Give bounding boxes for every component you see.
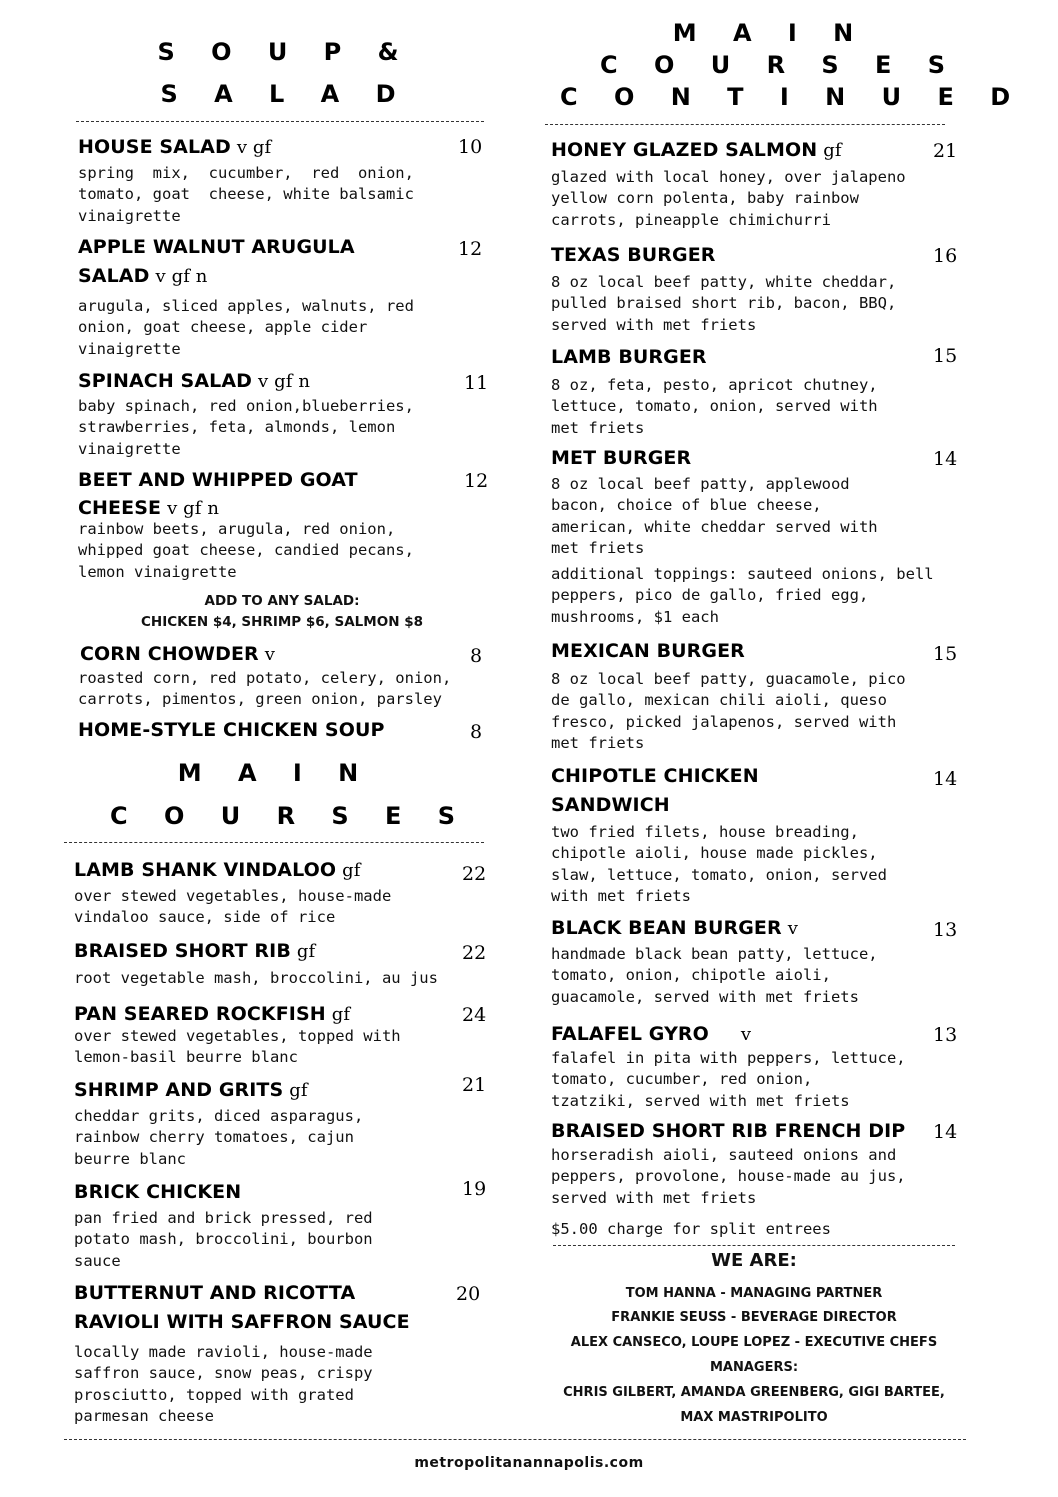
menu-item-description: pan fried and brick pressed, red potato mash, broccolini, bourbon sauce <box>74 1209 373 1270</box>
menu-item-price: 24 <box>462 1004 487 1026</box>
menu-item-name: BUTTERNUT AND RICOTTA <box>74 1282 356 1304</box>
divider <box>76 121 484 122</box>
menu-item-name: SHRIMP AND GRITS gf <box>74 1079 308 1101</box>
menu-item-name: HOUSE SALAD v gf <box>78 136 272 158</box>
diet-tags: gf <box>342 860 361 881</box>
menu-item-description: locally made ravioli, house-made saffron sauce, snow peas, crispy prosciutto, topped with grated parmesan cheese <box>74 1343 373 1425</box>
menu-item-description: horseradish aioli, sauteed onions and peppers, provolone, house-made au jus, served with met friets <box>551 1146 906 1207</box>
menu-item-name: CORN CHOWDER v <box>80 643 276 665</box>
menu-item-name: MEXICAN BURGER <box>551 640 745 662</box>
diet-tags: gf <box>823 140 842 161</box>
menu-item-name: BLACK BEAN BURGER v <box>551 917 798 939</box>
menu-item-description: roasted corn, red potato, celery, onion, carrots, pimentos, green onion, parsley <box>78 669 452 709</box>
diet-tags: gf <box>296 941 316 962</box>
menu-item-name: APPLE WALNUT ARUGULA <box>78 236 355 258</box>
diet-tags: v <box>787 918 798 939</box>
staff-line: MANAGERS: <box>709 1360 799 1375</box>
divider <box>64 842 484 843</box>
menu-item-name: BRICK CHICKEN <box>74 1181 242 1203</box>
menu-item-price: 10 <box>458 136 483 158</box>
menu-item-name-line2: CHEESE v gf n <box>78 497 220 519</box>
salad-addon-note: ADD TO ANY SALAD: CHICKEN $4, SHRIMP $6, SALMON $8 <box>141 593 423 630</box>
section-title-main-cont-line2: C O U R S E S <box>600 51 960 79</box>
section-title-soup-salad-line2: S A L A D <box>160 80 410 108</box>
menu-item-price: 8 <box>470 645 483 667</box>
menu-item-price: 13 <box>933 919 958 941</box>
section-title-main-cont-line1: M A I N <box>672 19 868 47</box>
menu-item-price: 12 <box>458 238 483 260</box>
menu-item-price: 22 <box>462 942 487 964</box>
menu-item-name: MET BURGER <box>551 447 692 469</box>
section-title-main-line2: C O U R S E S <box>110 802 470 830</box>
menu-item-description: two fried filets, house breading, chipotle aioli, house made pickles, slaw, lettuce, tomato, onion, served with met friets <box>551 823 887 905</box>
section-title-main-cont-line3: C O N T I N U E D <box>560 83 1025 111</box>
menu-item-price: 14 <box>933 1121 958 1143</box>
menu-item-price: 15 <box>933 345 958 367</box>
menu-item-price: 15 <box>933 643 958 665</box>
menu-item-name: SPINACH SALAD v gf n <box>78 370 311 392</box>
menu-item-description: spring mix, cucumber, red onion, tomato, goat cheese, white balsamic vinaigrette <box>78 164 414 225</box>
menu-item-price: 19 <box>462 1178 487 1200</box>
divider <box>553 1245 955 1246</box>
menu-item-description: cheddar grits, diced asparagus, rainbow cherry tomatoes, cajun beurre blanc <box>74 1107 364 1168</box>
menu-item-name: LAMB SHANK VINDALOO gf <box>74 859 361 881</box>
menu-item-description: 8 oz, feta, pesto, apricot chutney, lettuce, tomato, onion, served with met friets <box>551 376 878 437</box>
menu-item-name-line2: SALAD v gf n <box>78 265 208 287</box>
diet-tags: v gf n <box>258 371 311 392</box>
menu-item-name: FALAFEL GYRO v <box>551 1023 752 1045</box>
diet-tags: v gf n <box>167 498 220 519</box>
menu-item-description: arugula, sliced apples, walnuts, red onion, goat cheese, apple cider vinaigrette <box>78 297 414 358</box>
section-title-soup-salad-line1: S O U P & <box>157 38 413 66</box>
menu-item-price: 20 <box>456 1283 481 1305</box>
menu-item-description: rainbow beets, arugula, red onion, whipped goat cheese, candied pecans, lemon vinaigrette <box>78 520 414 581</box>
staff-line: ALEX CANSECO, LOUPE LOPEZ - EXECUTIVE CHEFS <box>570 1335 938 1350</box>
menu-item-name: BRAISED SHORT RIB FRENCH DIP <box>551 1120 906 1142</box>
menu-item-description: falafel in pita with peppers, lettuce, tomato, cucumber, red onion, tzatziki, served with met friets <box>551 1049 906 1110</box>
staff-line: FRANKIE SEUSS - BEVERAGE DIRECTOR <box>611 1310 897 1325</box>
menu-item-description: 8 oz local beef patty, applewood bacon, choice of blue cheese, american, white cheddar served with met friets <box>551 475 878 557</box>
we-are-heading: WE ARE: <box>711 1250 797 1271</box>
menu-item-name: PAN SEARED ROCKFISH gf <box>74 1003 351 1025</box>
footer-divider <box>64 1439 966 1440</box>
divider <box>545 124 945 125</box>
menu-item-price: 21 <box>933 140 958 162</box>
split-entree-note: $5.00 charge for split entrees <box>551 1220 831 1238</box>
menu-item-price: 14 <box>933 768 958 790</box>
menu-item-description: over stewed vegetables, house-made vindaloo sauce, side of rice <box>74 887 392 927</box>
diet-tags: v gf n <box>155 266 208 287</box>
menu-item-price: 22 <box>462 863 487 885</box>
menu-item-name-line2: RAVIOLI WITH SAFFRON SAUCE <box>74 1311 410 1333</box>
menu-item-price: 8 <box>470 721 483 743</box>
diet-tags: gf <box>331 1004 351 1025</box>
menu-item-name: TEXAS BURGER <box>551 244 716 266</box>
menu-item-name: HONEY GLAZED SALMON gf <box>551 139 842 161</box>
menu-item-name: CHIPOTLE CHICKEN <box>551 765 759 787</box>
diet-tags: v <box>740 1024 752 1045</box>
menu-item-price: 16 <box>933 245 958 267</box>
menu-item-description: handmade black bean patty, lettuce, tomato, onion, chipotle aioli, guacamole, served with met friets <box>551 945 878 1006</box>
menu-item-description: glazed with local honey, over jalapeno yellow corn polenta, baby rainbow carrots, pineapple chimichurri <box>551 168 906 229</box>
menu-item-description: baby spinach, red onion,blueberries, strawberries, feta, almonds, lemon vinaigrette <box>78 397 414 458</box>
menu-item-price: 21 <box>462 1074 487 1096</box>
diet-tags: v gf <box>236 137 272 158</box>
website-url: metropolitanannapolis.com <box>414 1455 644 1471</box>
menu-item-name-line2: SANDWICH <box>551 794 670 816</box>
menu-item-price: 14 <box>933 448 958 470</box>
diet-tags: gf <box>289 1080 308 1101</box>
menu-item-name: LAMB BURGER <box>551 346 707 368</box>
menu-item-name: BEET AND WHIPPED GOAT <box>78 469 358 491</box>
menu-item-price: 11 <box>464 372 489 394</box>
menu-item-name: BRAISED SHORT RIB gf <box>74 940 316 962</box>
diet-tags: v <box>264 644 276 665</box>
section-title-main-line1: M A I N <box>177 759 373 787</box>
additional-toppings-note: additional toppings: sauteed onions, bell peppers, pico de gallo, fried egg, mushrooms, $1 each <box>551 565 934 626</box>
staff-line: TOM HANNA - MANAGING PARTNER <box>625 1286 883 1301</box>
staff-line: CHRIS GILBERT, AMANDA GREENBERG, GIGI BARTEE, <box>563 1385 945 1400</box>
menu-item-price: 12 <box>464 470 489 492</box>
menu-item-description: 8 oz local beef patty, guacamole, pico de gallo, mexican chili aioli, queso fresco, picked jalapenos, served with met friets <box>551 670 906 752</box>
staff-line: MAX MASTRIPOLITO <box>680 1410 828 1425</box>
menu-item-name: HOME-STYLE CHICKEN SOUP <box>78 719 385 741</box>
menu-item-price: 13 <box>933 1024 958 1046</box>
menu-item-description: over stewed vegetables, topped with lemon-basil beurre blanc <box>74 1027 401 1067</box>
menu-item-description: 8 oz local beef patty, white cheddar, pulled braised short rib, bacon, BBQ, served with met friets <box>551 273 897 334</box>
menu-item-description: root vegetable mash, broccolini, au jus <box>74 969 438 987</box>
